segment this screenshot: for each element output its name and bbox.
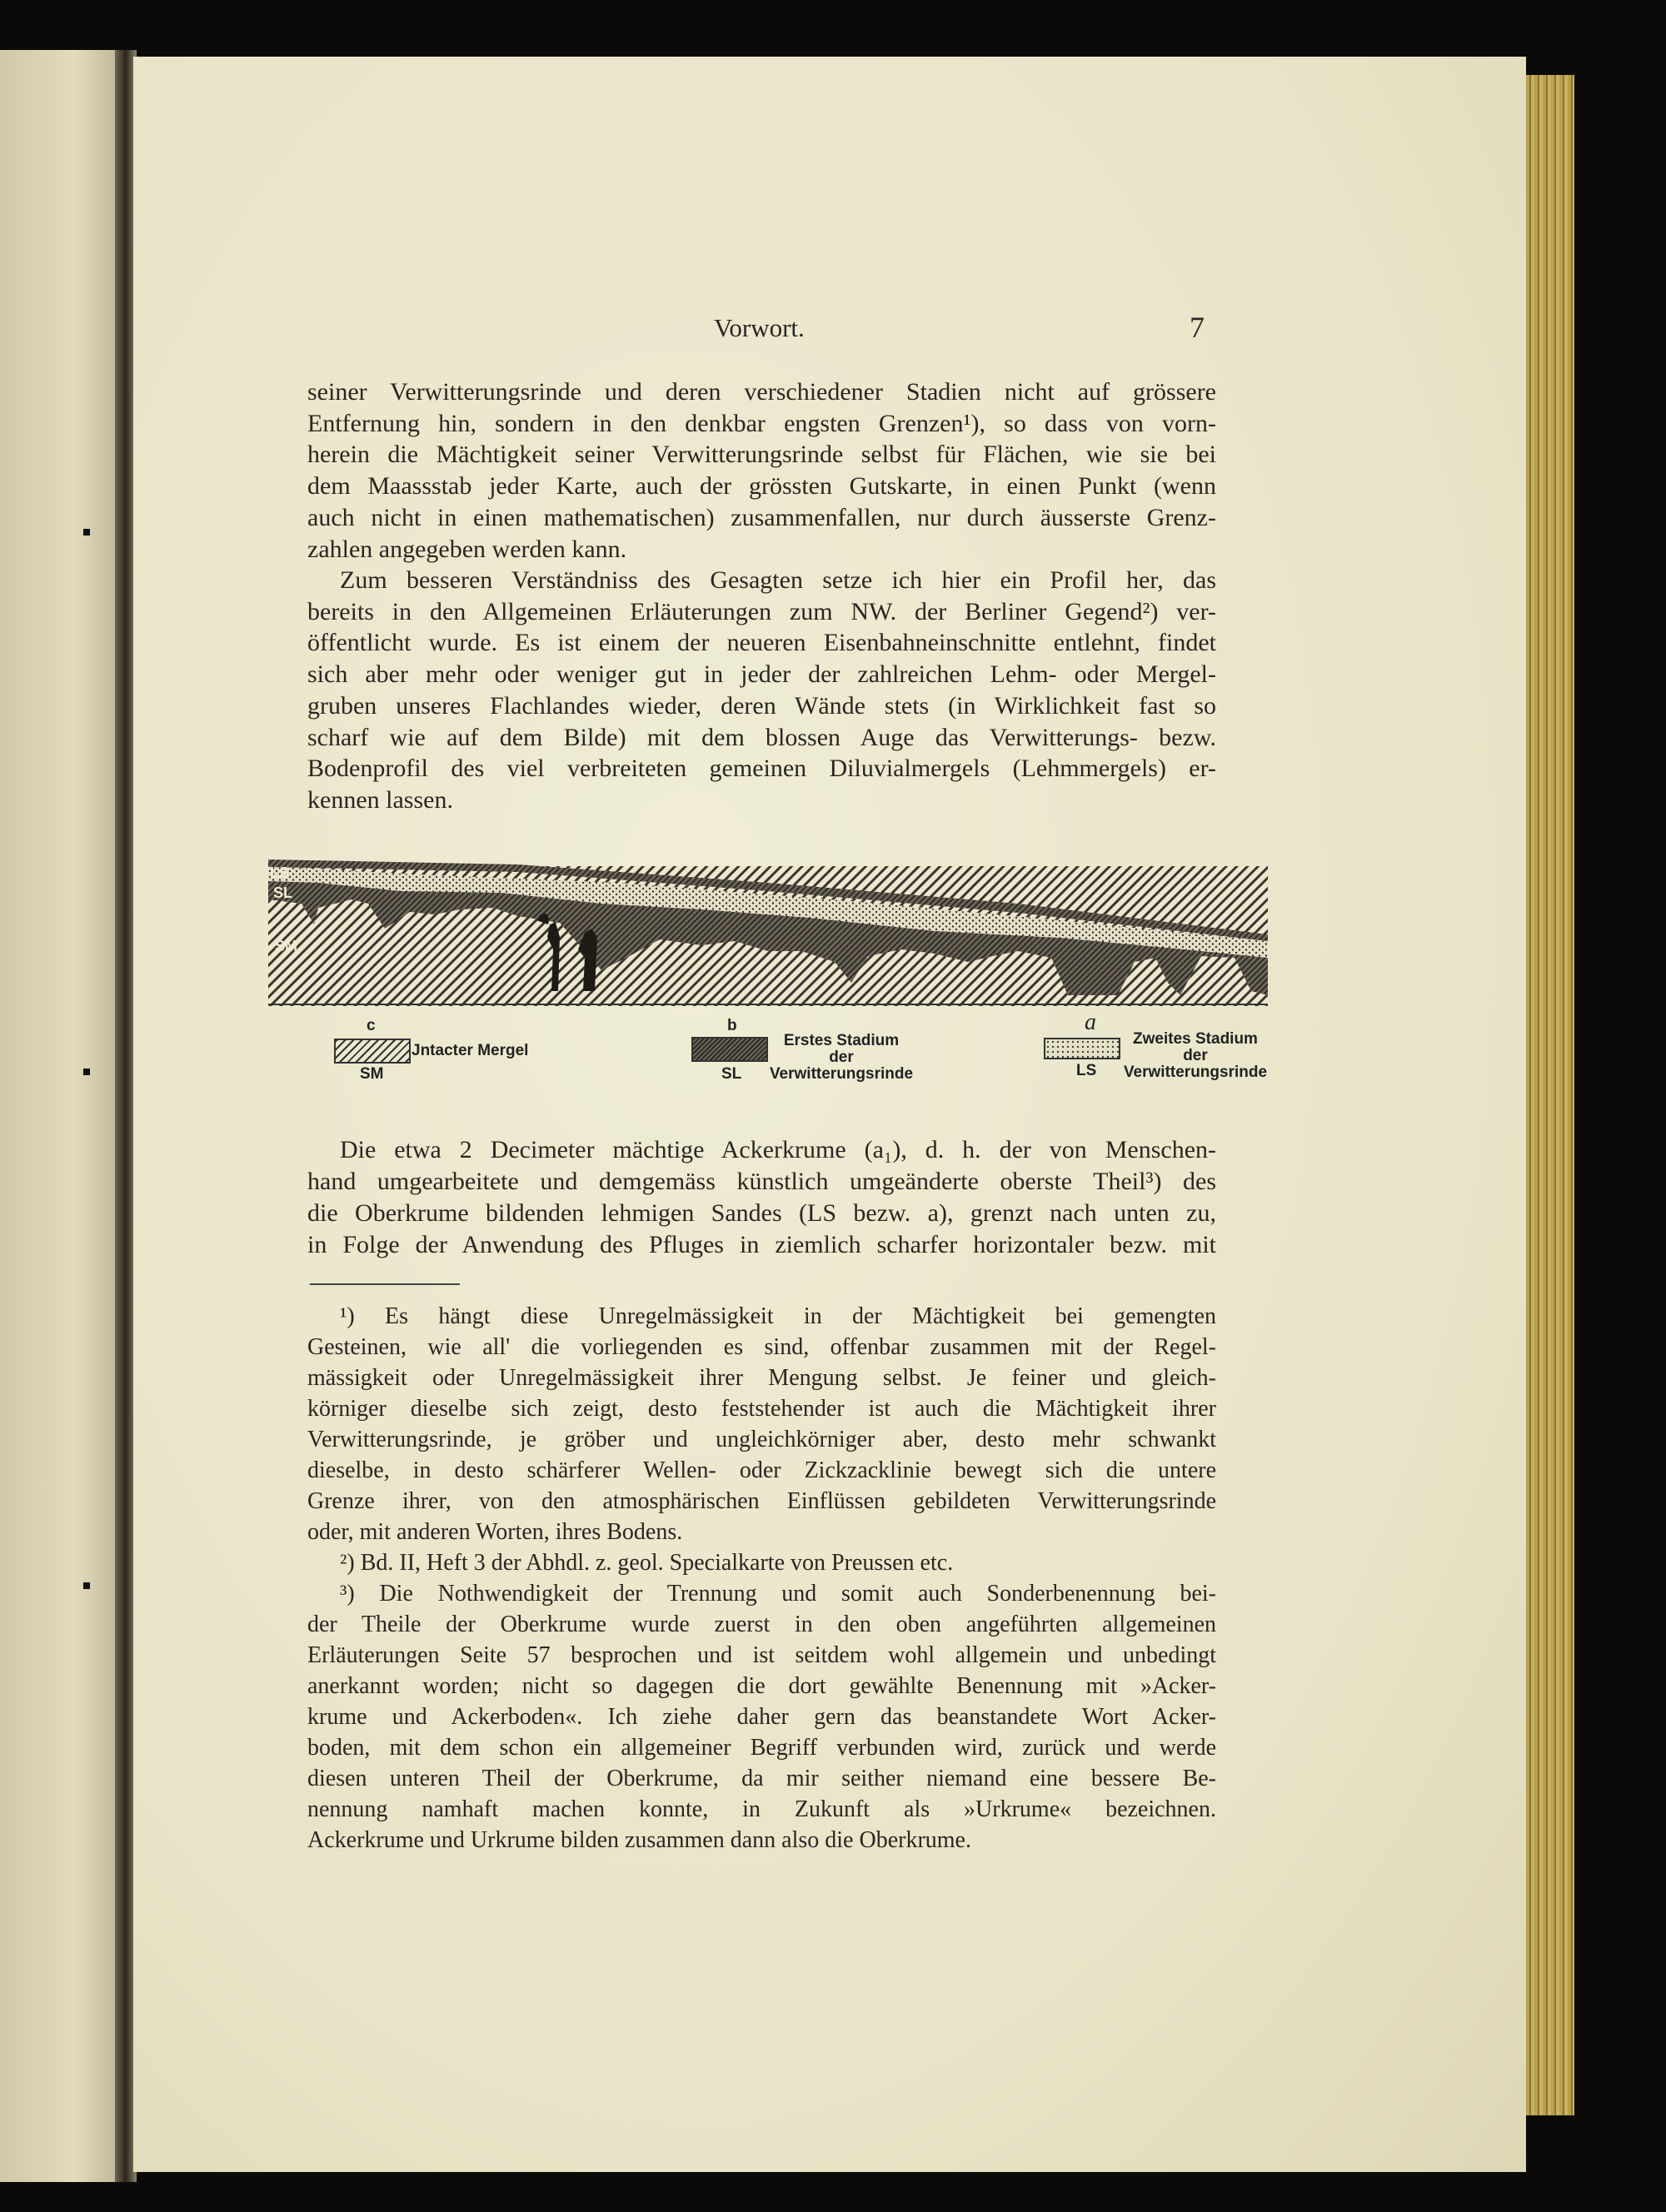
text-line: ¹) Es hängt diese Unregelmässigkeit in der Mächtigkeit bei gemengten (340, 1303, 1216, 1329)
text-line: gruben unseres Flachlandes wieder, deren Wände stets (in Wirklichkeit fast so (307, 691, 1216, 720)
text-line: herein die Mächtigkeit seiner Verwitterungsrinde selbst für Flächen, wie sie bei (307, 441, 1216, 469)
text-line: Gesteinen, wie all' die vorliegenden es sind, offenbar zusammen mit der Regel- (307, 1334, 1216, 1360)
text-line: auch nicht in einen mathematischen) zusammenfallen, nur durch äusserste Grenz- (307, 503, 1216, 531)
text-line: kennen lassen. (307, 785, 453, 814)
text-line: sich aber mehr oder weniger gut in jeder der zahlreichen Lehm- oder Mergel- (307, 660, 1216, 689)
page-number: 7 (1190, 311, 1205, 344)
running-header: Vorwort. (714, 313, 805, 342)
text-line: Verwitterungsrinde, je gröber und ungleichkörniger aber, desto mehr schwankt (307, 1427, 1216, 1452)
legend-label-c: Jntacter Mergel (412, 1042, 529, 1059)
page-edges (1526, 75, 1574, 2115)
text-line: die Oberkrume bildenden lehmigen Sandes (LS bezw. a), grenzt nach unten zu, (307, 1199, 1216, 1227)
text-line: Grenze ihrer, von den atmosphärischen Einflüssen gebildeten Verwitterungsrinde (307, 1488, 1216, 1514)
text-line: anerkannt worden; nicht so dagegen die dort gewählte Benennung mit »Acker- (307, 1673, 1216, 1699)
text-line: hand umgearbeitete und demgemäss künstlich umgeänderte oberste Theil³) des (307, 1168, 1216, 1195)
text-line: öffentlicht wurde. Es ist einem der neueren Eisenbahneinschnitte entlehnt, findet (307, 629, 1216, 657)
legend-code-sm: SM (360, 1065, 384, 1083)
profile-label-sl: SL (273, 884, 293, 901)
legend-code-ls: LS (1076, 1062, 1097, 1079)
text-line: diesen unteren Theil der Oberkrume, da mir seither niemand eine bessere Be- (307, 1766, 1216, 1791)
legend-code-sl: SL (721, 1065, 742, 1083)
legend-letter-b: b (727, 1017, 737, 1034)
text-line: zahlen angegeben werden kann. (307, 535, 627, 563)
text-line: Ackerkrume und Urkrume bilden zusammen dann also die Oberkrume. (307, 1827, 971, 1853)
legend-letter-a: a (1085, 1009, 1096, 1035)
legend-label-a-line3: Verwitterungsrinde (1123, 1064, 1268, 1081)
text-line: körniger dieselbe sich zeigt, desto feststehender ist auch die Mächtigkeit ihrer (307, 1396, 1216, 1422)
legend-label-b-line3: Verwitterungsrinde (769, 1065, 914, 1083)
text-line: seiner Verwitterungsrinde und deren verschiedener Stadien nicht auf grössere (307, 378, 1216, 406)
legend-label-a-line1: Zweites Stadium (1133, 1030, 1258, 1048)
profile-label-ls: LS (270, 864, 290, 881)
text-line: scharf wie auf dem Bilde) mit dem blossen Auge das Verwitterungs- bezw. (307, 723, 1216, 751)
legend-label-b-line2: der (829, 1049, 854, 1066)
legend-swatch-intact-marl (334, 1039, 411, 1064)
text-line: dem Maassstab jeder Karte, auch der grössten Gutskarte, in einen Punkt (wenn (307, 472, 1216, 501)
text-line: oder, mit anderen Worten, ihres Bodens. (307, 1519, 683, 1545)
margin-mark (83, 1069, 90, 1075)
text-line: ³) Die Nothwendigkeit der Trennung und somit auch Sonderbenennung bei- (340, 1581, 1216, 1607)
text-line: boden, mit dem schon ein allgemeiner Begriff verbunden wird, zurück und werde (307, 1735, 1216, 1761)
legend-letter-c: c (367, 1017, 376, 1034)
text-line: krume und Ackerboden«. Ich ziehe daher gern das beanstandete Wort Acker- (307, 1704, 1216, 1730)
text-line: Bodenprofil des viel verbreiteten gemeinen Diluvialmergels (Lehmmergels) er- (307, 755, 1216, 783)
margin-mark (83, 1582, 90, 1589)
legend-swatch-first-stage (691, 1037, 768, 1062)
legend-swatch-second-stage (1044, 1038, 1120, 1059)
text-line: Die etwa 2 Decimeter mächtige Ackerkrume (a₁), d. h. der von Menschen- (340, 1136, 1216, 1163)
legend-label-b-line1: Erstes Stadium (783, 1032, 900, 1049)
margin-mark (83, 529, 90, 536)
text-line: Entfernung hin, sondern in den denkbar engsten Grenzen¹), so dass von vorn- (307, 409, 1216, 437)
text-line: Zum besseren Verständniss des Gesagten setze ich hier ein Profil her, das (340, 566, 1216, 594)
text-line: Erläuterungen Seite 57 besprochen und ist seitdem wohl allgemein und unbedingt (307, 1642, 1216, 1668)
left-page-edge (0, 50, 125, 2182)
legend-label-a-line2: der (1183, 1047, 1208, 1064)
soil-profile-figure (268, 858, 1268, 1008)
text-line: der Theile der Oberkrume wurde zuerst in den oben angeführten allgemeinen (307, 1612, 1216, 1637)
text-line: mässigkeit oder Unregelmässigkeit ihrer Mengung selbst. Je feiner und gleich- (307, 1365, 1216, 1391)
text-line: in Folge der Anwendung des Pfluges in ziemlich scharfer horizontaler bezw. mit (307, 1231, 1216, 1258)
text-line: bereits in den Allgemeinen Erläuterungen zum NW. der Berliner Gegend²) ver- (307, 597, 1216, 625)
text-line: dieselbe, in desto schärferer Wellen- oder Zickzacklinie bewegt sich die untere (307, 1457, 1216, 1483)
text-line: nennung namhaft machen konnte, in Zukunft als »Urkrume« bezeichnen. (307, 1796, 1216, 1822)
text-line: ²) Bd. II, Heft 3 der Abhdl. z. geol. Specialkarte von Preussen etc. (340, 1550, 954, 1576)
footnote-rule (310, 1283, 460, 1285)
profile-label-sm: SM (275, 938, 297, 954)
